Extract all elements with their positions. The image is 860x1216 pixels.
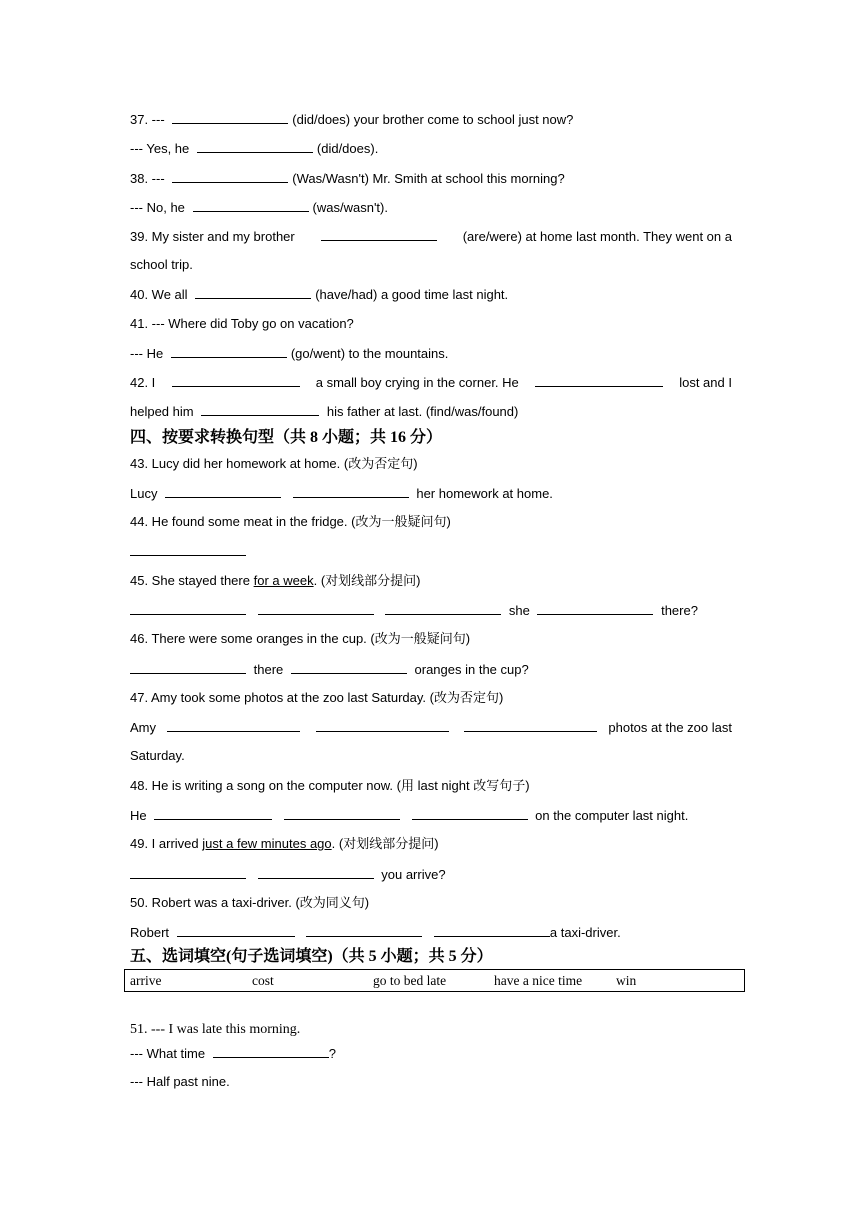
word-bank-item: have a nice time bbox=[494, 973, 583, 988]
question-37-line-2 bbox=[130, 139, 732, 158]
section-5-heading: 五、选词填空(句子选词填空)（共 5 小题；共 5 分） bbox=[130, 948, 493, 965]
question-42-options: his father at last. (find/was/found) bbox=[326, 404, 519, 419]
question-43-rest: her homework at home. bbox=[416, 486, 553, 501]
question-47-rest: photos at the zoo last bbox=[608, 720, 732, 735]
answer-blank[interactable] bbox=[201, 402, 319, 416]
question-42-text-d: helped him bbox=[130, 404, 194, 419]
answer-blank[interactable] bbox=[172, 110, 288, 124]
question-51-line-2 bbox=[130, 1044, 732, 1063]
answer-blank[interactable] bbox=[177, 923, 295, 937]
question-43-text: 43. Lucy did her homework at home. (改为否定句) bbox=[130, 456, 418, 471]
question-42-text-b: a small boy crying in the corner. He bbox=[315, 375, 519, 390]
question-45-rest: there? bbox=[661, 603, 698, 618]
question-38-options: (was/wasn't). bbox=[312, 200, 388, 215]
question-38-number: 38. --- bbox=[130, 171, 165, 186]
question-51-reply: --- What time bbox=[130, 1046, 206, 1061]
question-50-subject: Robert bbox=[130, 925, 170, 940]
answer-blank[interactable] bbox=[213, 1044, 329, 1058]
answer-blank[interactable] bbox=[464, 718, 597, 732]
answer-blank[interactable] bbox=[321, 227, 437, 241]
answer-blank[interactable] bbox=[258, 601, 374, 615]
answer-blank[interactable] bbox=[306, 923, 422, 937]
word-bank-item: go to bed late bbox=[373, 973, 447, 988]
answer-blank[interactable] bbox=[130, 601, 246, 615]
question-39-text-b: (are/were) at home last month. They went on a bbox=[462, 229, 732, 244]
answer-blank[interactable] bbox=[537, 601, 653, 615]
question-42-line-2 bbox=[130, 402, 732, 421]
question-42-text-c: lost and I bbox=[679, 375, 732, 390]
question-44-line-2 bbox=[130, 542, 732, 561]
question-47-subject: Amy bbox=[130, 720, 156, 735]
question-37-text: (did/does) your brother come to school just now? bbox=[292, 112, 574, 127]
question-45-line-1 bbox=[130, 572, 732, 590]
question-46-line-2 bbox=[130, 660, 732, 679]
answer-blank[interactable] bbox=[165, 484, 281, 498]
answer-blank[interactable] bbox=[412, 806, 528, 820]
question-38-line-1 bbox=[130, 169, 732, 188]
answer-blank[interactable] bbox=[130, 660, 246, 674]
question-39-line-2 bbox=[130, 256, 732, 274]
question-47-text: 47. Amy took some photos at the zoo last Saturday. (改为否定句) bbox=[130, 690, 504, 705]
question-48-text: 48. He is writing a song on the computer now. (用 last night 改写句子) bbox=[130, 778, 530, 793]
question-37-number: 37. --- bbox=[130, 112, 165, 127]
question-37-line-1 bbox=[130, 110, 732, 129]
word-bank-item: arrive bbox=[130, 973, 162, 988]
question-45-line-2 bbox=[130, 601, 732, 620]
question-37-reply: --- Yes, he bbox=[130, 141, 190, 156]
question-40-text-a: 40. We all bbox=[130, 287, 188, 302]
question-49-underlined-phrase: just a few minutes ago bbox=[202, 836, 332, 851]
question-42-text-a: 42. I bbox=[130, 375, 156, 390]
question-46-word: there bbox=[253, 662, 284, 677]
question-48-subject: He bbox=[130, 808, 147, 823]
question-51-answer: --- Half past nine. bbox=[130, 1074, 230, 1089]
answer-blank[interactable] bbox=[293, 484, 409, 498]
question-39-text-a: 39. My sister and my brother bbox=[130, 229, 295, 244]
answer-blank[interactable] bbox=[258, 865, 374, 879]
question-38-reply: --- No, he bbox=[130, 200, 185, 215]
question-46-text: 46. There were some oranges in the cup. (改为一般疑问句) bbox=[130, 631, 471, 646]
answer-blank[interactable] bbox=[193, 198, 309, 212]
answer-blank[interactable] bbox=[195, 285, 311, 299]
question-44-text: 44. He found some meat in the fridge. (改为一般疑问句) bbox=[130, 514, 451, 529]
question-51-mark: ? bbox=[328, 1046, 336, 1061]
question-40-text-b: (have/had) a good time last night. bbox=[315, 287, 509, 302]
question-41-line-1 bbox=[130, 315, 732, 333]
question-45-text-a: 45. She stayed there bbox=[130, 573, 250, 588]
question-39-text-c: school trip. bbox=[130, 257, 193, 272]
question-43-subject: Lucy bbox=[130, 486, 158, 501]
question-48-line-2 bbox=[130, 806, 732, 825]
question-38-line-2 bbox=[130, 198, 732, 217]
answer-blank[interactable] bbox=[154, 806, 272, 820]
question-47-line-3 bbox=[130, 747, 732, 765]
question-46-rest: oranges in the cup? bbox=[414, 662, 529, 677]
question-44-line-1 bbox=[130, 513, 732, 531]
question-49-rest: you arrive? bbox=[381, 867, 446, 882]
question-48-line-1 bbox=[130, 777, 732, 795]
word-bank-item: win bbox=[616, 973, 637, 988]
question-37-options: (did/does). bbox=[316, 141, 379, 156]
question-46-line-1 bbox=[130, 630, 732, 648]
answer-blank[interactable] bbox=[316, 718, 449, 732]
question-45-instruction: . (对划线部分提问) bbox=[313, 573, 421, 588]
question-49-text-a: 49. I arrived bbox=[130, 836, 199, 851]
word-bank-item: cost bbox=[252, 973, 274, 988]
question-41-line-2 bbox=[130, 344, 732, 363]
question-48-rest: on the computer last night. bbox=[535, 808, 689, 823]
answer-blank[interactable] bbox=[167, 718, 300, 732]
question-49-line-2 bbox=[130, 865, 732, 884]
question-47-line-1 bbox=[130, 689, 732, 707]
question-40 bbox=[130, 285, 732, 304]
answer-blank[interactable] bbox=[284, 806, 400, 820]
question-50-line-1 bbox=[130, 894, 732, 912]
word-bank-box bbox=[124, 969, 745, 992]
answer-blank[interactable] bbox=[130, 542, 246, 556]
answer-blank[interactable] bbox=[291, 660, 407, 674]
question-51-text: 51. --- I was late this morning. bbox=[130, 1022, 301, 1037]
question-50-rest: a taxi-driver. bbox=[549, 925, 621, 940]
answer-blank[interactable] bbox=[172, 169, 288, 183]
question-47-rest-2: Saturday. bbox=[130, 748, 185, 763]
answer-blank[interactable] bbox=[130, 865, 246, 879]
question-50-line-2 bbox=[130, 923, 732, 942]
question-45-underlined-phrase: for a week bbox=[253, 573, 314, 588]
answer-blank[interactable] bbox=[197, 139, 313, 153]
question-38-text: (Was/Wasn't) Mr. Smith at school this morning? bbox=[292, 171, 565, 186]
answer-blank[interactable] bbox=[385, 601, 501, 615]
question-51-line-1 bbox=[130, 1021, 732, 1039]
answer-blank[interactable] bbox=[434, 923, 550, 937]
question-39-line-1 bbox=[130, 227, 732, 246]
question-43-line-2 bbox=[130, 484, 732, 503]
question-41-reply: --- He bbox=[130, 346, 164, 361]
question-45-subject: she bbox=[508, 603, 530, 618]
question-49-line-1 bbox=[130, 835, 732, 853]
question-43-line-1 bbox=[130, 455, 732, 473]
answer-blank[interactable] bbox=[535, 373, 663, 387]
question-41-options: (go/went) to the mountains. bbox=[290, 346, 449, 361]
question-50-text: 50. Robert was a taxi-driver. (改为同义句) bbox=[130, 895, 370, 910]
question-49-instruction: . (对划线部分提问) bbox=[331, 836, 439, 851]
question-41-text: 41. --- Where did Toby go on vacation? bbox=[130, 316, 354, 331]
answer-blank[interactable] bbox=[171, 344, 287, 358]
question-42-line-1 bbox=[130, 373, 732, 392]
answer-blank[interactable] bbox=[172, 373, 300, 387]
question-51-line-3 bbox=[130, 1073, 732, 1091]
question-47-line-2 bbox=[130, 718, 732, 737]
section-4-heading: 四、按要求转换句型（共 8 小题；共 16 分） bbox=[130, 429, 443, 446]
